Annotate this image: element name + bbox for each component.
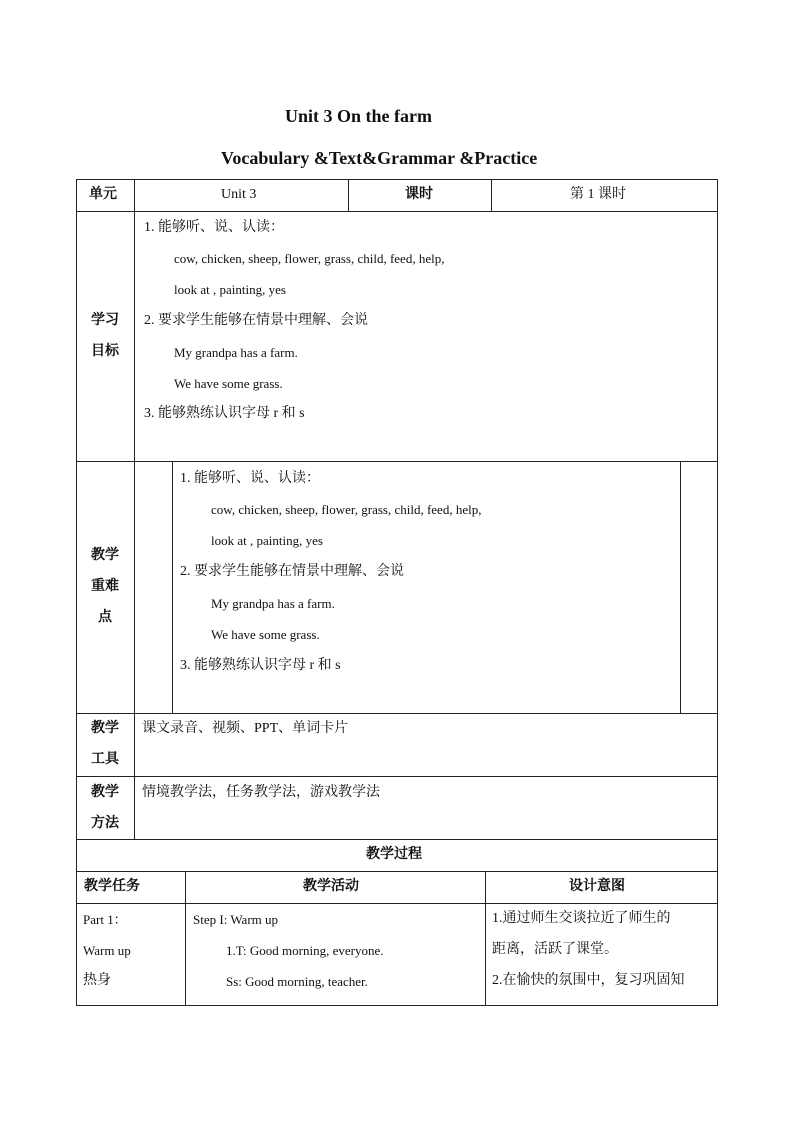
unit-value: Unit 3 — [221, 187, 257, 202]
activity-line: Step I: Warm up — [193, 912, 279, 927]
task-line: Warm up — [83, 943, 131, 958]
activity-line: 1.T: Good morning, everyone. — [226, 943, 384, 958]
unit-label: 单元 — [89, 187, 117, 202]
keypoints-label-1: 教学 — [91, 548, 119, 563]
intent-line: 2.在愉快的氛围中，复习巩固知 — [492, 973, 685, 988]
tools-value: 课文录音、视频、PPT、单词卡片 — [142, 721, 349, 736]
objectives-label-1: 学习 — [91, 313, 119, 328]
document-title: Unit 3 On the farm — [285, 106, 432, 126]
process-title: 教学过程 — [366, 847, 422, 862]
objective-line: We have some grass. — [174, 376, 283, 391]
keypoints-label-2: 重难 — [91, 579, 119, 594]
period-value: 第 1 课时 — [570, 187, 626, 202]
process-col-task: 教学任务 — [84, 879, 140, 894]
keypoint-line: cow, chicken, sheep, flower, grass, child, feed, help, — [211, 502, 482, 517]
keypoint-line: We have some grass. — [211, 627, 320, 642]
keypoint-line: look at , painting, yes — [211, 533, 323, 548]
objective-line: My grandpa has a farm. — [174, 345, 298, 360]
keypoints-label-3: 点 — [98, 610, 112, 625]
methods-label-1: 教学 — [91, 785, 119, 800]
task-line: Part 1： — [83, 912, 127, 927]
tools-label-1: 教学 — [91, 721, 119, 736]
objective-line: 2. 要求学生能够在情景中理解、会说 — [144, 313, 368, 328]
objective-line: look at , painting, yes — [174, 282, 286, 297]
objective-line: 1. 能够听、说、认读： — [144, 220, 284, 235]
keypoint-line: 2. 要求学生能够在情景中理解、会说 — [180, 564, 404, 579]
keypoint-line: 3. 能够熟练认识字母 r 和 s — [180, 658, 341, 673]
process-col-activity: 教学活动 — [303, 879, 359, 894]
methods-label-2: 方法 — [91, 816, 119, 831]
document-subtitle: Vocabulary &Text&Grammar &Practice — [221, 148, 538, 168]
task-line: 热身 — [83, 973, 111, 988]
objectives-label-2: 目标 — [91, 344, 119, 359]
keypoint-line: My grandpa has a farm. — [211, 596, 335, 611]
intent-line: 距离，活跃了课堂。 — [492, 942, 618, 957]
methods-value: 情境教学法，任务教学法，游戏教学法 — [142, 785, 380, 800]
period-label: 课时 — [405, 187, 433, 202]
tools-label-2: 工具 — [91, 752, 119, 767]
intent-line: 1.通过师生交谈拉近了师生的 — [492, 911, 671, 926]
objective-line: 3. 能够熟练认识字母 r 和 s — [144, 406, 305, 421]
objective-line: cow, chicken, sheep, flower, grass, child, feed, help, — [174, 251, 445, 266]
process-col-intent: 设计意图 — [569, 879, 625, 894]
activity-line: Ss: Good morning, teacher. — [226, 974, 368, 989]
keypoint-line: 1. 能够听、说、认读： — [180, 471, 320, 486]
